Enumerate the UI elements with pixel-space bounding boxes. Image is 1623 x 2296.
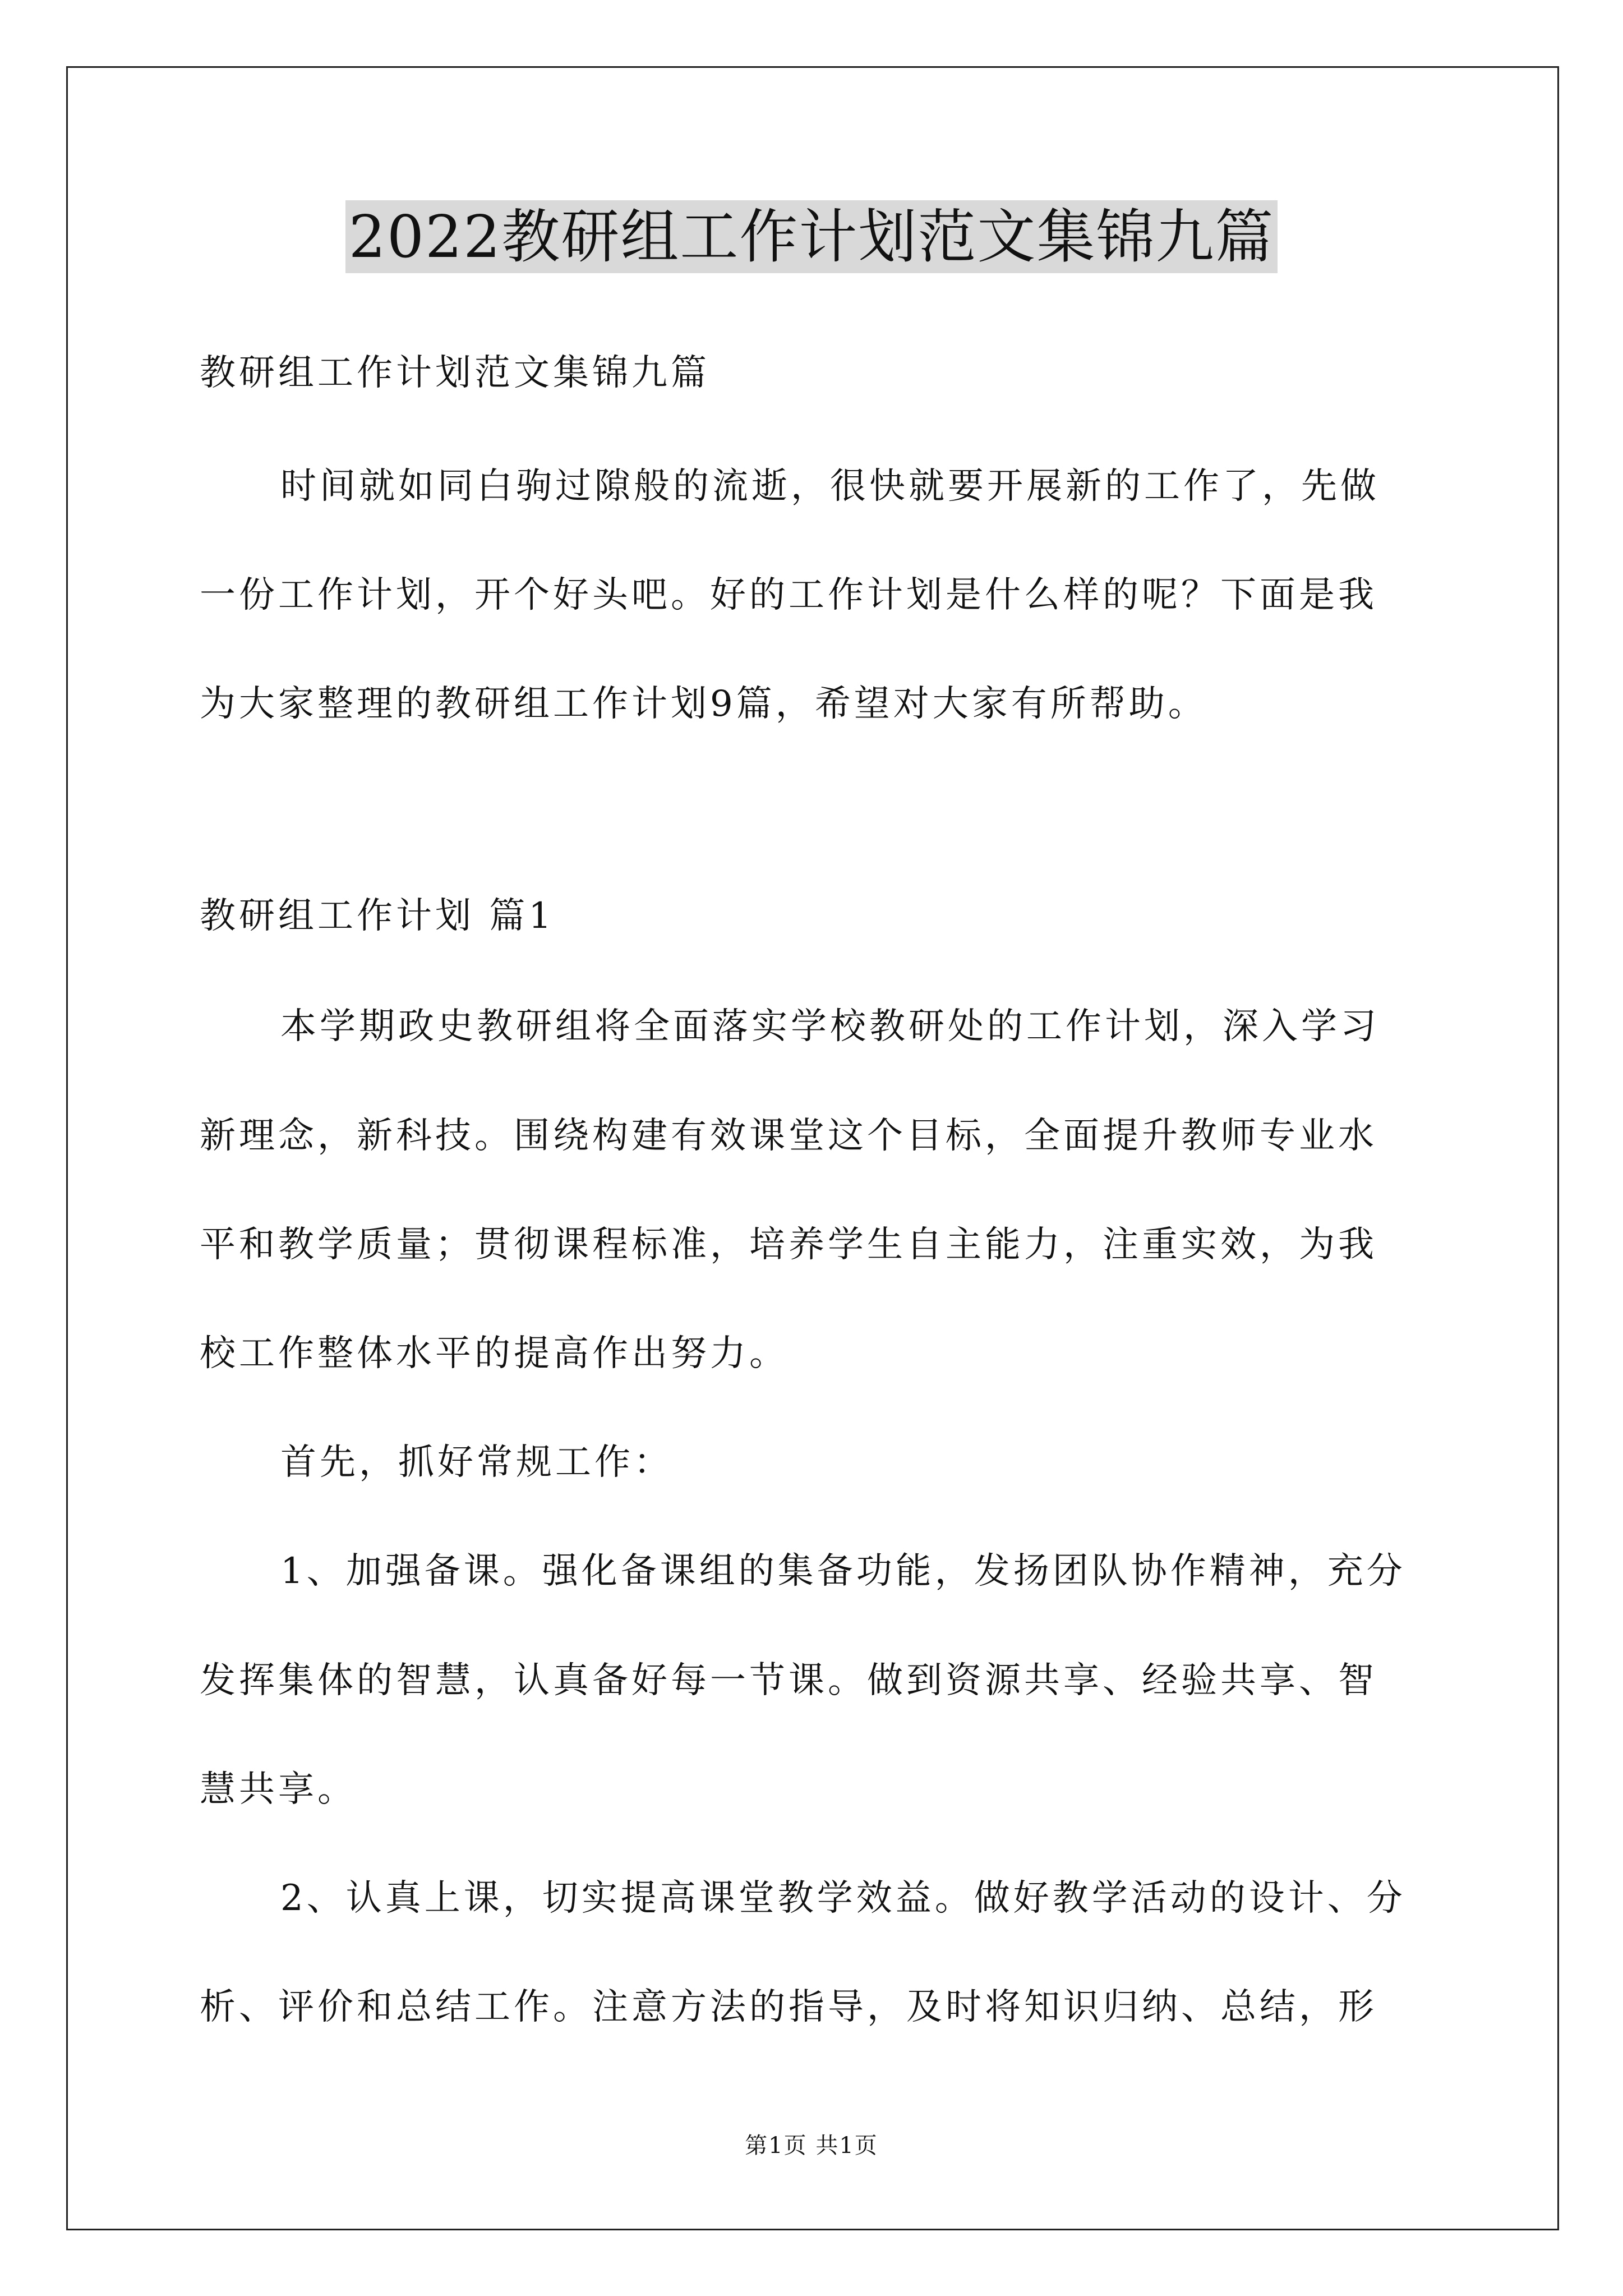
intro-line-2: 一份工作计划，开个好头吧。好的工作计划是什么样的呢？下面是我	[200, 574, 1377, 616]
body-line-7: 发挥集体的智慧，认真备好每一节课。做到资源共享、经验共享、智	[200, 1660, 1377, 1701]
section-heading: 教研组工作计划 篇1	[200, 895, 555, 937]
document-title-text: 2022教研组工作计划范文集锦九篇	[345, 200, 1278, 273]
intro-line-1: 时间就如同白驹过隙般的流逝，很快就要开展新的工作了，先做	[280, 466, 1380, 507]
body-line-5: 首先，抓好常规工作：	[280, 1442, 673, 1483]
body-line-9: 2、认真上课，切实提高课堂教学效益。做好教学活动的设计、分	[280, 1878, 1406, 1919]
body-line-1: 本学期政史教研组将全面落实学校教研处的工作计划，深入学习	[280, 1006, 1380, 1047]
body-line-8: 慧共享。	[200, 1769, 357, 1810]
body-line-2: 新理念，新科技。围绕构建有效课堂这个目标，全面提升教师专业水	[200, 1115, 1377, 1157]
document-subtitle: 教研组工作计划范文集锦九篇	[200, 352, 710, 394]
intro-line-3: 为大家整理的教研组工作计划9篇，希望对大家有所帮助。	[200, 683, 1207, 725]
document-title	[0, 197, 1623, 276]
body-line-6: 1、加强备课。强化备课组的集备功能，发扬团队协作精神，充分	[280, 1550, 1406, 1592]
body-line-4: 校工作整体水平的提高作出努力。	[200, 1333, 789, 1374]
page-footer: 第1页 共1页	[745, 2133, 878, 2159]
body-line-3: 平和教学质量；贯彻课程标准，培养学生自主能力，注重实效，为我	[200, 1224, 1377, 1266]
body-line-10: 析、评价和总结工作。注意方法的指导，及时将知识归纳、总结，形	[200, 1986, 1377, 2028]
